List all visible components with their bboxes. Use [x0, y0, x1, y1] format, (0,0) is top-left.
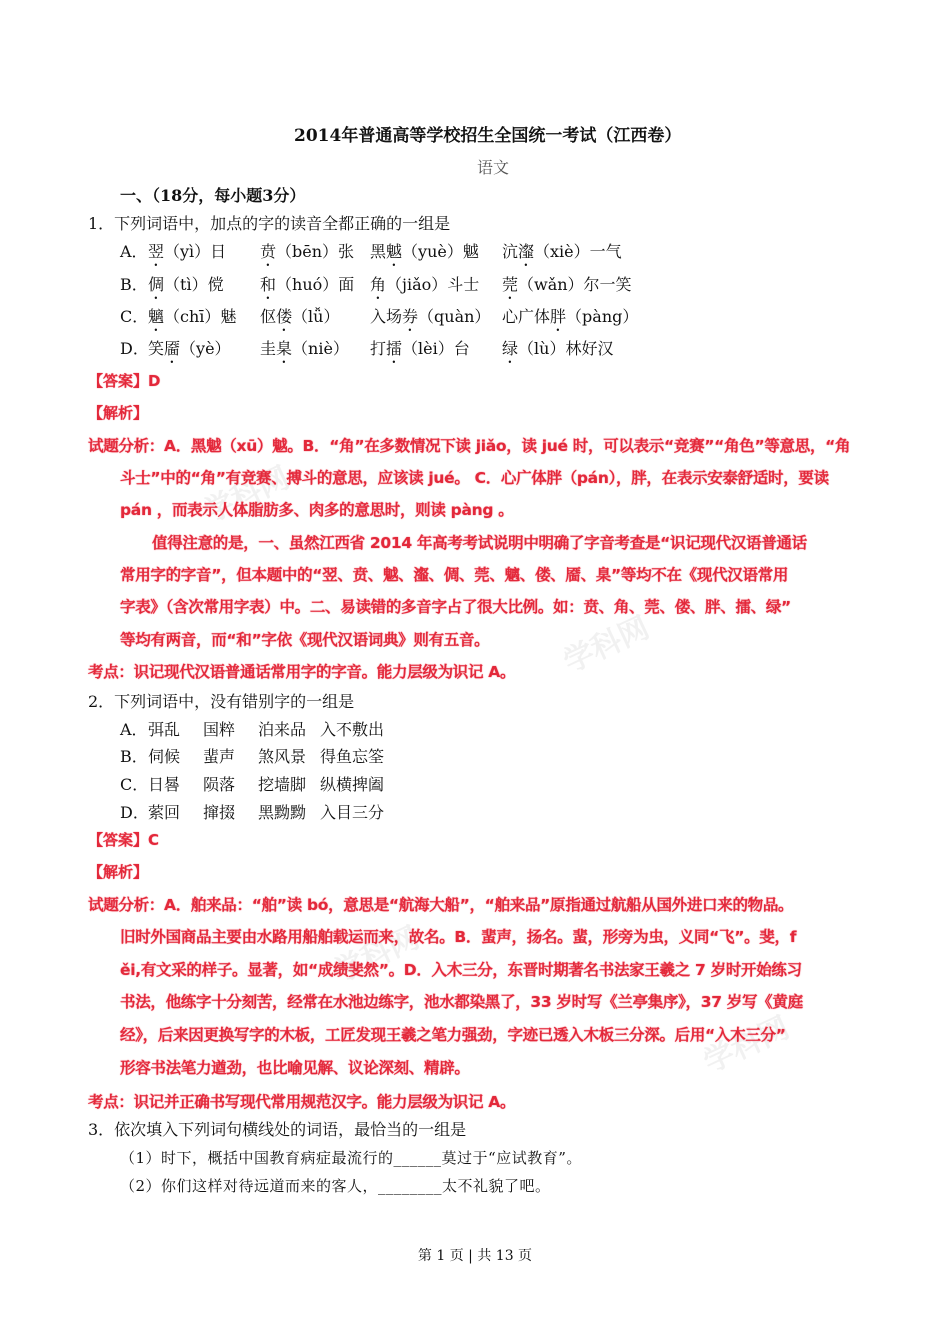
subject-label: 语文	[477, 158, 510, 177]
q1-analysis-line: 等均有两音，而“和”字依《现代汉语词典》则有五音。	[120, 631, 490, 649]
word-part: （lǚ）	[292, 307, 340, 326]
word-part: （niè）	[292, 339, 349, 358]
page-footer: 第 1 页 | 共 13 页	[417, 1248, 533, 1264]
option-word: 纵横捭阖	[320, 775, 385, 794]
option-label: C．	[120, 307, 149, 326]
q2-analysis-line: ěi,有文采的样子。显著，如“成绩斐然”。D．入木三分，东晋时期著名书法家王羲之 7 岁时开始练习	[120, 961, 802, 979]
emphasized-char: 擂	[386, 339, 403, 358]
option-word: 撺掇	[203, 803, 236, 822]
option-label: D．	[120, 339, 149, 358]
q2-analysis-line: 试题分析：A．舶来品：“舶”读 bó，意思是“航海大船”，“舶来品”原指通过航船从国外进口来的物品。	[88, 896, 794, 914]
word-part: （huó）面	[276, 275, 355, 294]
option-word: 煞风景	[258, 747, 307, 766]
q1-answer: 【答案】D	[88, 372, 161, 390]
watermark: 学科网	[198, 460, 295, 531]
q1-analysis-line: 斗士”中的“角”有竞赛、搏斗的意思，应该读 jué。 C．心广体胖（pán），胖，在表示安泰舒适时，要读	[120, 469, 829, 487]
word-part: 入场	[370, 307, 403, 326]
q1-analysis-line: pán ，而表示人体脂肪多、肉多的意思时，则读 pàng 。	[120, 501, 514, 519]
option-word	[370, 307, 490, 335]
word-part: （pàng）	[566, 307, 639, 326]
q2-analysis-line: 旧时外国商品主要由水路用船舶载运而来，故名。B．蜚声，扬名。蜚，形旁为虫，义同“飞”。斐，f	[120, 928, 797, 946]
word-part: （yuè）魆	[402, 242, 479, 261]
section-heading: 一、（18分，每小题3分）	[120, 186, 306, 205]
option-word: 日晷	[148, 775, 181, 794]
q1-stem: 1．下列词语中，加点的字的读音全都正确的一组是	[88, 214, 451, 233]
emphasized-char: 角	[370, 275, 387, 294]
emphasized-char: 绿	[502, 339, 519, 358]
option-word	[260, 307, 339, 335]
word-part: 沆	[502, 242, 519, 261]
option-word: 得鱼忘筌	[320, 747, 385, 766]
emphasized-char: 魑	[148, 307, 165, 326]
q1-analysis-line: 试题分析：A．黑魆（xū）魆。B．“角”在多数情况下读 jiǎo，读 jué 时，可以表示“竞赛”“角色”等意思，“角	[88, 437, 851, 455]
option-word: 入不敷出	[320, 720, 385, 739]
emphasized-char: 瀣	[518, 242, 535, 261]
option-label: A．	[120, 242, 148, 261]
emphasized-char: 和	[260, 275, 277, 294]
word-part: 笑	[148, 339, 165, 358]
q3-stem: 3．依次填入下列词句横线处的词语，最恰当的一组是	[88, 1120, 467, 1139]
option-word	[502, 307, 638, 335]
option-label: D．	[120, 803, 149, 822]
word-part: （tì）傥	[164, 275, 224, 294]
word-part: 圭	[260, 339, 277, 358]
option-word	[148, 275, 224, 303]
option-word: 蜚声	[203, 747, 236, 766]
option-label: B．	[120, 275, 148, 294]
option-label: A．	[120, 720, 148, 739]
q3-line-2: （2）你们这样对待远道而来的客人，________太不礼貌了吧。	[120, 1177, 551, 1195]
option-word	[502, 242, 622, 270]
option-word	[370, 275, 479, 303]
option-word	[260, 242, 354, 270]
option-word: 弭乱	[148, 720, 181, 739]
emphasized-char: 偻	[276, 307, 293, 326]
option-word: 挖墙脚	[258, 775, 307, 794]
option-word	[148, 339, 231, 367]
word-part: 伛	[260, 307, 277, 326]
q1-analysis-line: 值得注意的是，一、虽然江西省 2014 年高考考试说明中明确了字音考查是“识记现代汉语普通话	[152, 534, 807, 552]
option-word	[502, 275, 632, 303]
q2-analysis-line: 经》，后来因更换写字的木板，工匠发现王羲之笔力强劲，字迹已透入木板三分深。后用“入木三分”	[120, 1026, 786, 1044]
option-word: 黑黝黝	[258, 803, 307, 822]
option-word: 入目三分	[320, 803, 385, 822]
option-word	[148, 242, 226, 270]
word-part: （wǎn）尔一笑	[518, 275, 632, 294]
option-label: C．	[120, 775, 149, 794]
option-word: 萦回	[148, 803, 181, 822]
word-part: （xiè）一气	[534, 242, 622, 261]
option-word: 陨落	[203, 775, 236, 794]
word-part: 黑	[370, 242, 387, 261]
q2-analysis-label: 【解析】	[88, 863, 149, 881]
option-word	[370, 339, 470, 367]
word-part: （yè）	[180, 339, 231, 358]
emphasized-char: 靥	[164, 339, 181, 358]
word-part: （lèi）台	[402, 339, 470, 358]
watermark: 学科网	[558, 610, 655, 681]
q1-analysis-line: 常用字的字音”，但本题中的“翌、贲、魆、瀣、倜、莞、魑、偻、靥、臬”等均不在《现代汉语常用	[120, 566, 789, 584]
option-word	[370, 242, 479, 270]
option-word: 泊来品	[258, 720, 307, 739]
emphasized-char: 倜	[148, 275, 165, 294]
emphasized-char: 魆	[386, 242, 403, 261]
option-word: 国粹	[203, 720, 236, 739]
option-word	[260, 275, 354, 303]
q3-line-1: （1）时下，概括中国教育病症最流行的______莫过于“应试教育”。	[120, 1149, 582, 1167]
word-part: （lù）林好汉	[518, 339, 614, 358]
emphasized-char: 贲	[260, 242, 277, 261]
word-part: （yì）日	[164, 242, 227, 261]
page-title: 2014年普通高等学校招生全国统一考试（江西卷）	[294, 126, 682, 146]
emphasized-char: 翌	[148, 242, 165, 261]
q1-analysis-line: 字表》（含次常用字表）中。二、易读错的多音字占了很大比例。如：贲、角、莞、偻、胖、擂、绿”	[120, 598, 791, 616]
q2-answer: 【答案】C	[88, 831, 160, 849]
emphasized-char: 胖	[550, 307, 567, 326]
word-part: （jiǎo）斗士	[386, 275, 480, 294]
option-word	[148, 307, 236, 335]
watermark: 学科网	[328, 920, 425, 991]
option-label: B．	[120, 747, 148, 766]
q2-analysis-line: 形容书法笔力遒劲，也比喻见解、议论深刻、精辟。	[120, 1059, 470, 1077]
word-part: （quàn）	[418, 307, 491, 326]
q2-analysis-line: 书法，他练字十分刻苦，经常在水池边练字，池水都染黑了，33 岁时写《兰亭集序》，37 岁写《黄庭	[120, 993, 803, 1011]
emphasized-char: 臬	[276, 339, 293, 358]
word-part: （chī）魅	[164, 307, 237, 326]
option-word	[260, 339, 349, 367]
q2-stem: 2．下列词语中，没有错别字的一组是	[88, 692, 355, 711]
option-word	[502, 339, 613, 367]
emphasized-char: 券	[402, 307, 419, 326]
emphasized-char: 莞	[502, 275, 519, 294]
q1-analysis-label: 【解析】	[88, 404, 149, 422]
q2-exam-point: 考点：识记并正确书写现代常用规范汉字。能力层级为识记 A。	[88, 1093, 516, 1111]
word-part: 打	[370, 339, 387, 358]
q1-exam-point: 考点：识记现代汉语普通话常用字的字音。能力层级为识记 A。	[88, 663, 516, 681]
word-part: 心广体	[502, 307, 551, 326]
watermark: 学科网	[698, 1010, 795, 1081]
word-part: （bēn）张	[276, 242, 355, 261]
option-word: 伺候	[148, 747, 181, 766]
